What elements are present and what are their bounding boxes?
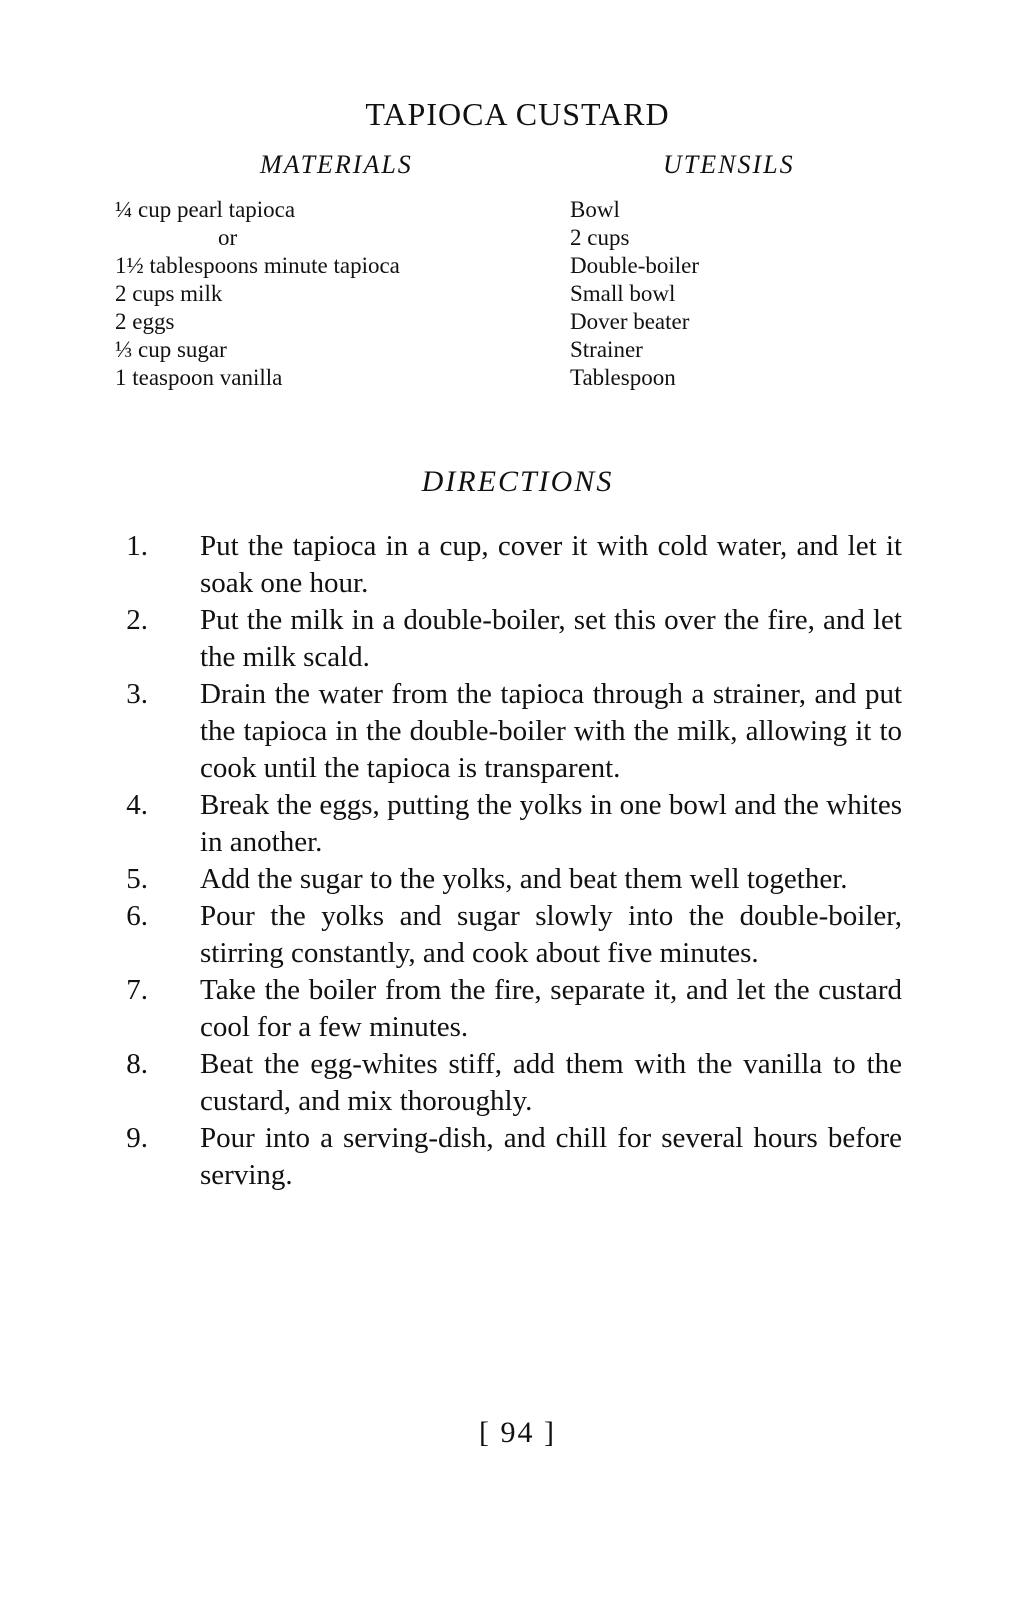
- direction-step: [112, 898, 902, 972]
- step-number: 8.: [126, 1048, 148, 1080]
- utensil-item: Small bowl: [570, 281, 676, 306]
- utensil-item: Strainer: [570, 337, 643, 362]
- material-item: 2 cups milk: [115, 281, 223, 306]
- material-item: 1 teaspoon vanilla: [115, 365, 283, 390]
- direction-step: [112, 1120, 902, 1194]
- step-number: 4.: [126, 789, 148, 821]
- step-text: Beat the egg-whites stiff, add them with the vanilla to the custard, and mix thoroughly.: [200, 1048, 902, 1117]
- step-number: 5.: [126, 863, 148, 895]
- material-item: 2 eggs: [115, 309, 175, 334]
- direction-step: [112, 676, 902, 787]
- direction-step: [112, 972, 902, 1046]
- directions-heading: DIRECTIONS: [421, 465, 614, 498]
- material-item: ⅓ cup sugar: [115, 337, 227, 362]
- material-item: 1½ tablespoons minute tapioca: [115, 253, 400, 278]
- utensil-item: Tablespoon: [570, 365, 676, 390]
- utensil-item: Bowl: [570, 197, 620, 222]
- utensil-item: Double-boiler: [570, 253, 700, 278]
- step-text: Add the sugar to the yolks, and beat them well together.: [200, 863, 848, 895]
- direction-step: [112, 861, 902, 898]
- step-number: 3.: [126, 678, 148, 710]
- step-text: Put the tapioca in a cup, cover it with cold water, and let it soak one hour.: [200, 530, 902, 599]
- material-item: ¼ cup pearl tapioca: [115, 197, 296, 222]
- step-text: Pour into a serving-dish, and chill for several hours before serving.: [200, 1122, 902, 1191]
- direction-step: [112, 787, 902, 861]
- page-number: [ 94 ]: [479, 1416, 556, 1449]
- directions-steps: [112, 528, 902, 1194]
- utensils-list: [570, 196, 699, 392]
- step-number: 6.: [126, 900, 148, 932]
- step-text: Pour the yolks and sugar slowly into the double-boiler, stirring constantly, and cook about five minutes.: [200, 900, 902, 969]
- direction-step: [112, 602, 902, 676]
- step-number: 1.: [126, 530, 148, 562]
- materials-list: [115, 196, 400, 392]
- step-number: 2.: [126, 604, 148, 636]
- utensils-heading: UTENSILS: [663, 150, 795, 179]
- materials-heading: MATERIALS: [260, 150, 413, 179]
- direction-step: [112, 528, 902, 602]
- material-item: or: [218, 225, 238, 250]
- step-text: Take the boiler from the fire, separate it, and let the custard cool for a few minutes.: [200, 974, 902, 1043]
- step-number: 7.: [126, 974, 148, 1006]
- utensil-item: Dover beater: [570, 309, 690, 334]
- recipe-title: TAPIOCA CUSTARD: [365, 96, 670, 132]
- step-text: Put the milk in a double-boiler, set this over the fire, and let the milk scald.: [200, 604, 902, 673]
- step-number: 9.: [126, 1122, 148, 1154]
- step-text: Drain the water from the tapioca through a strainer, and put the tapioca in the double-boiler with the milk, allowing it to cook until the tapioca is transparent.: [200, 678, 902, 784]
- direction-step: [112, 1046, 902, 1120]
- utensil-item: 2 cups: [570, 225, 630, 250]
- step-text: Break the eggs, putting the yolks in one bowl and the whites in another.: [200, 789, 902, 858]
